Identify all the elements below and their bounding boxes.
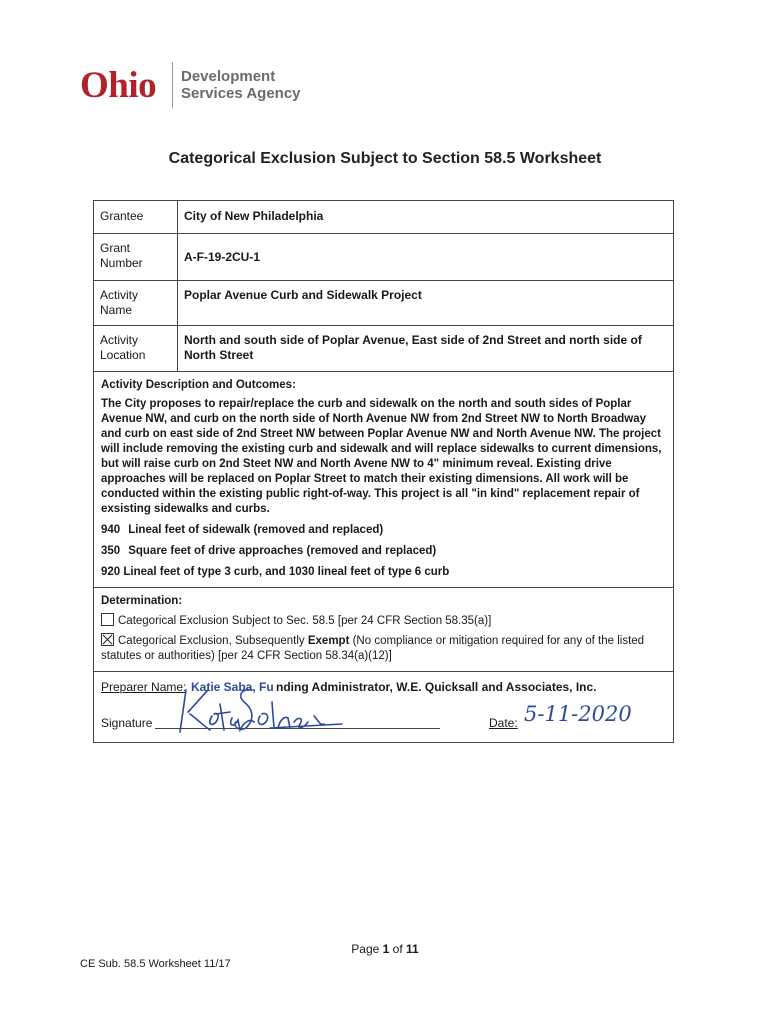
determination-section — [94, 588, 673, 672]
measurement-quantity: 350 — [101, 545, 121, 557]
handwritten-signature — [174, 682, 354, 734]
preparer-title: nding Administrator, W.E. Quicksall and Associates, Inc. — [276, 680, 597, 694]
page-prefix: Page — [351, 942, 383, 956]
preparer-section — [94, 672, 673, 742]
measurement-text: Lineal feet of sidewalk (removed and replaced) — [128, 524, 384, 536]
preparer-name: Katie Saba, Fu — [191, 680, 274, 694]
worksheet-form — [93, 200, 674, 743]
date-label: Date: — [489, 716, 518, 730]
row-activity-location — [94, 326, 673, 372]
measurement-item — [101, 523, 666, 538]
grantee-label: Grantee — [94, 201, 178, 233]
document-title: Categorical Exclusion Subject to Section 58.5 Worksheet — [168, 150, 602, 167]
activity-location-label: Activity Location — [94, 326, 178, 371]
logo-divider — [172, 62, 173, 108]
checkbox-subject-to-58-5[interactable] — [101, 613, 114, 626]
option-1-label: Categorical Exclusion Subject to Sec. 58.5 [per 24 CFR Section 58.35(a)] — [118, 615, 492, 627]
preparer-name-label: Preparer Name: — [101, 680, 187, 694]
page-number — [0, 942, 770, 956]
description-heading: Activity Description and Outcomes: — [101, 379, 296, 391]
activity-name-value: Poplar Avenue Curb and Sidewalk Project — [184, 288, 422, 302]
curb-measurement: 920 Lineal feet of type 3 curb, and 1030 lineal feet of type 6 curb — [101, 566, 450, 578]
determination-option-1 — [101, 613, 666, 629]
row-grant-number — [94, 234, 673, 281]
checkbox-exempt[interactable] — [101, 633, 114, 646]
option-2-suffix: (No compliance or mitigation required for any of the listed statutes or authorities) [per 24 CFR Section 58.34(a)(12)] — [101, 635, 645, 662]
activity-location-value: North and south side of Poplar Avenue, East side of 2nd Street and north side of North Street — [184, 333, 642, 362]
signature-label: Signature — [101, 716, 153, 730]
grant-number-value: A-F-19-2CU-1 — [184, 250, 261, 264]
grantee-value: City of New Philadelphia — [184, 209, 324, 223]
row-grantee — [94, 201, 673, 234]
date-value: 5-11-2020 — [524, 702, 632, 726]
page-of: of — [389, 942, 407, 956]
measurement-text: Square feet of drive approaches (removed and replaced) — [128, 545, 437, 557]
option-2-bold: Exempt — [307, 635, 350, 647]
grant-number-label: Grant Number — [94, 234, 178, 280]
determination-option-2 — [101, 633, 666, 664]
measurement-quantity: 940 — [101, 524, 121, 536]
logo-line-2: Services Agency — [181, 85, 301, 102]
logo-ohio-wordmark: Ohio — [80, 65, 157, 106]
footer-version: CE Sub. 58.5 Worksheet 11/17 — [80, 958, 231, 970]
page-current: 1 — [382, 942, 390, 956]
logo-line-1: Development — [181, 68, 276, 85]
measurement-item — [101, 544, 666, 559]
page-total: 11 — [406, 942, 419, 956]
determination-heading: Determination: — [101, 595, 183, 607]
logo-agency-name — [181, 68, 301, 102]
option-2-prefix: Categorical Exclusion, Subsequently — [118, 635, 308, 647]
activity-description-section — [94, 372, 673, 588]
row-activity-name — [94, 281, 673, 326]
description-body: The City proposes to repair/replace the curb and sidewalk on the north and south sides of Poplar Avenue NW, and curb on the north side of North Avenue NW from 2nd Street NW to North Broadway and curb on east side of 2nd Street NW between Poplar Avenue NW and North Avenue NW. The project will include removing the existing curb and sidewalk and will replace sidewalks to current dimensions, but will raise curb on 2nd Steet NW and North Avene NW to 4" minimum reveal. Existing drive approaches will be replaced on Poplar Street to match their existing dimensions. All work will be conducted within the existing public right-of-way. This project is all "in kind" replacement repair of exsisting sidewalks and curbs. — [101, 398, 662, 515]
activity-name-label: Activity Name — [94, 281, 178, 325]
